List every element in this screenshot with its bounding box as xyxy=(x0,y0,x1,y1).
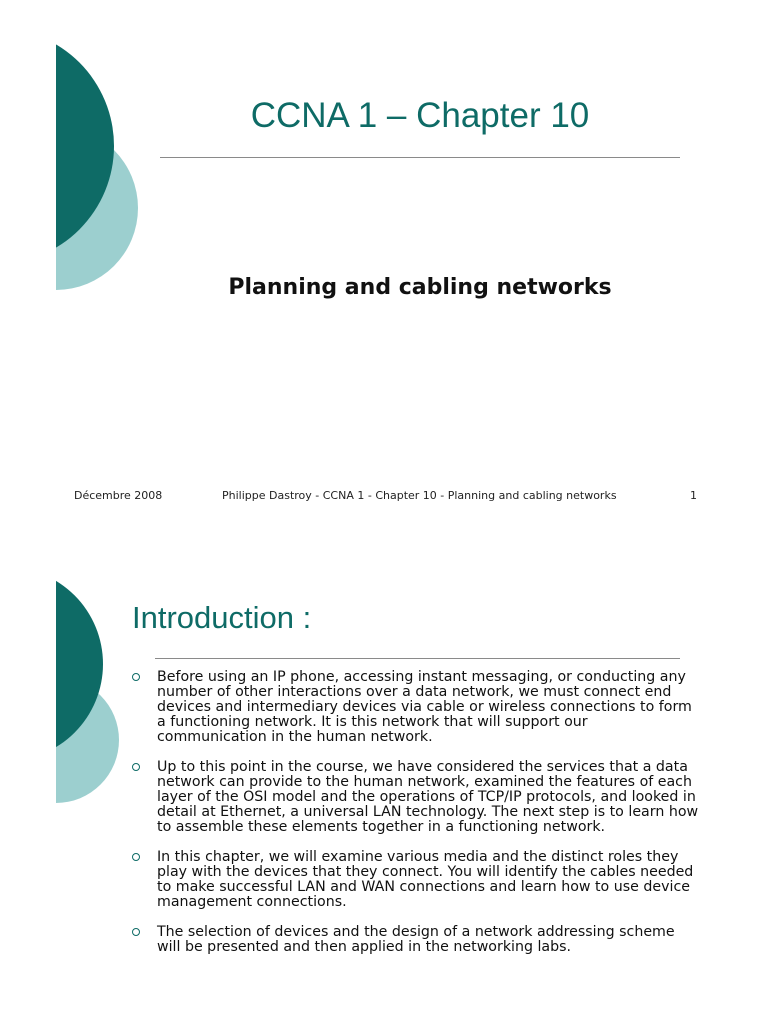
bullet-text: Before using an IP phone, accessing instant messaging, or conducting any number of other interactions over a data network, we must connect end devices and intermediary devices via cable or wireless connections to form a functioning network. It is this network that will support our communication in the human network. xyxy=(157,669,692,745)
title-underline xyxy=(160,157,680,158)
decorative-half-circles xyxy=(0,540,130,820)
left-margin-mask xyxy=(0,0,56,340)
slide-title: CCNA 1 – Chapter 10 xyxy=(250,96,590,135)
left-margin-mask xyxy=(0,540,56,820)
title-underline xyxy=(155,658,680,659)
footer-date: Décembre 2008 xyxy=(74,489,163,502)
bullet-text: Up to this point in the course, we have considered the services that a data network can provide to the human network, examined the features of each layer of the OSI model and the operations of TCP/IP protocols, and looked in detail at Ethernet, a universal LAN technology. The next step is to learn how to assemble these elements together in a functioning network. xyxy=(157,759,699,835)
footer-center-text: Philippe Dastroy - CCNA 1 - Chapter 10 - Planning and cabling networks xyxy=(222,489,617,502)
list-item xyxy=(130,925,700,955)
footer-page-number: 1 xyxy=(690,489,697,502)
hollow-circle-bullet-icon xyxy=(132,928,140,936)
bullet-text: In this chapter, we will examine various media and the distinct roles they play with the devices that they connect. You will identify the cables needed to make successful LAN and WAN connections and learn how to use device management connections. xyxy=(157,849,694,910)
list-item xyxy=(130,670,700,745)
list-item xyxy=(130,850,700,910)
slide-title: Introduction : xyxy=(132,600,312,635)
slide-2 xyxy=(0,540,768,1024)
bullet-list xyxy=(130,670,700,970)
slide-subtitle: Planning and cabling networks xyxy=(228,275,612,300)
hollow-circle-bullet-icon xyxy=(132,763,140,771)
hollow-circle-bullet-icon xyxy=(132,673,140,681)
decorative-half-circles xyxy=(0,0,150,340)
bullet-text: The selection of devices and the design of a network addressing scheme will be presented and then applied in the networking labs. xyxy=(157,924,675,955)
hollow-circle-bullet-icon xyxy=(132,853,140,861)
list-item xyxy=(130,760,700,835)
